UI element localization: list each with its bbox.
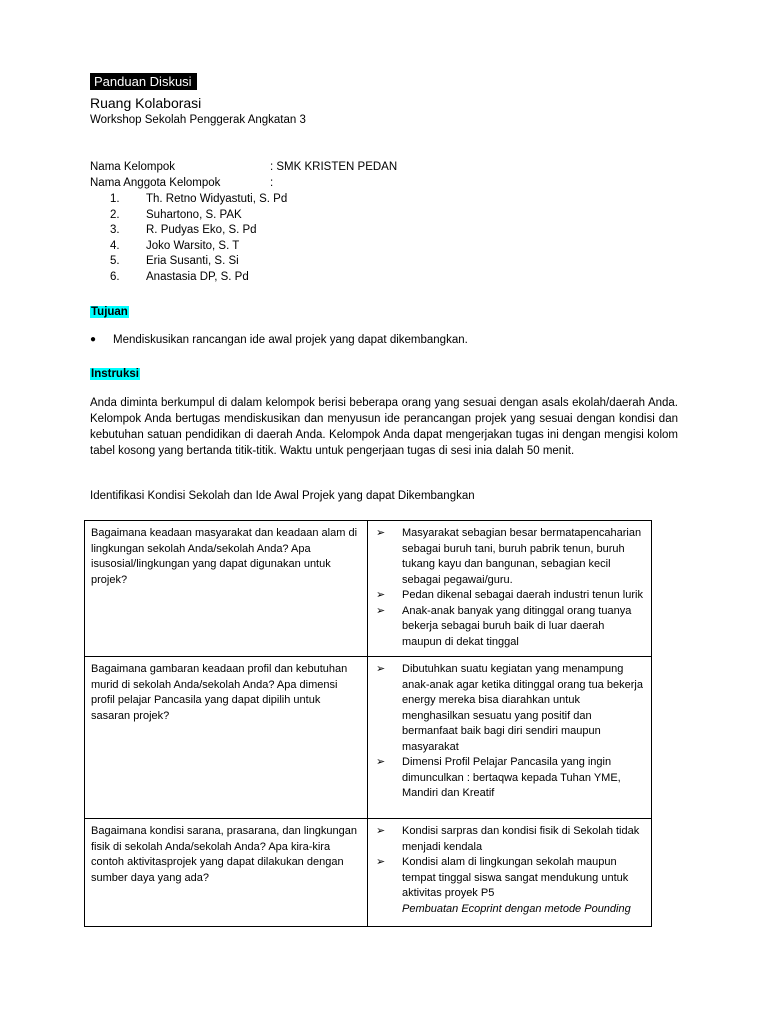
answer-list xyxy=(374,824,645,917)
member-number: 2. xyxy=(110,208,120,221)
answer-cell xyxy=(368,521,652,657)
answer-cell xyxy=(368,657,652,819)
member-item xyxy=(110,239,287,255)
arrow-bullet-icon: ➢ xyxy=(376,856,386,868)
answer-text: Masyarakat sebagian besar bermatapencaharian sebagai buruh tani, buruh pabrik tenun, buruh tukang kayu dan bangunan, sebagian kecil sebagai pegawai/guru. xyxy=(402,527,642,586)
answer-item xyxy=(374,755,645,802)
table-row xyxy=(85,521,652,657)
answer-item xyxy=(374,526,645,588)
arrow-bullet-icon: ➢ xyxy=(376,663,386,675)
answer-text: Dibutuhkan suatu kegiatan yang menampung anak-anak agar ketika ditinggal orang tua bekerja energy mereka bisa diarahkan untuk menghasilkan sesuatu yang positif dan bermanfaat baik bagi diri sendiri maupun masyarakat xyxy=(402,663,643,753)
answer-text: Kondisi sarpras dan kondisi fisik di Sekolah tidak menjadi kendala xyxy=(402,825,640,853)
answer-item xyxy=(374,662,645,755)
arrow-bullet-icon: ➢ xyxy=(376,604,386,617)
answer-item xyxy=(374,824,645,855)
answer-text: Kondisi alam di lingkungan sekolah maupun tempat tinggal siswa sangat mendukung untuk aktivitas proyek P5 xyxy=(402,856,629,899)
instruksi-heading-wrap xyxy=(90,364,140,382)
question-cell: Bagaimana kondisi sarana, prasarana, dan lingkungan fisik di sekolah Anda/sekolah Anda? Apa kira-kira contoh aktivitasprojek yang dapat dilakukan dengan sumber daya yang ada? xyxy=(85,819,368,927)
arrow-bullet-icon: ➢ xyxy=(376,825,386,837)
answer-list xyxy=(374,662,645,802)
group-name-label: Nama Kelompok xyxy=(90,161,176,173)
answer-item xyxy=(374,604,645,651)
question-cell: Bagaimana keadaan masyarakat dan keadaan alam di lingkungan sekolah Anda/sekolah Anda? Apa isusosial/lingkungan yang dapat digunakan untuk projek? xyxy=(85,521,368,657)
group-name-row xyxy=(90,160,420,174)
member-item xyxy=(110,270,287,286)
member-number: 5. xyxy=(110,255,120,268)
table-row xyxy=(85,819,652,927)
instruksi-heading: Instruksi xyxy=(91,368,139,380)
answer-text: Pedan dikenal sebagai daerah industri tenun lurik xyxy=(402,589,643,601)
identification-table xyxy=(84,520,652,927)
workshop-title: Workshop Sekolah Penggerak Angkatan 3 xyxy=(90,114,306,126)
answer-text-block xyxy=(402,855,645,917)
member-name: Suhartono, S. PAK xyxy=(146,208,242,221)
member-number: 3. xyxy=(110,224,120,237)
answer-cell xyxy=(368,819,652,927)
group-name-value: : SMK KRISTEN PEDAN xyxy=(270,161,398,173)
answer-list xyxy=(374,526,645,650)
member-name: Joko Warsito, S. T xyxy=(146,239,240,252)
member-number: 6. xyxy=(110,270,120,283)
tujuan-heading: Tujuan xyxy=(91,306,128,318)
tujuan-bullet-item xyxy=(90,333,468,347)
arrow-bullet-icon: ➢ xyxy=(376,756,386,768)
arrow-bullet-icon: ➢ xyxy=(376,527,386,539)
instruksi-paragraph: Anda diminta berkumpul di dalam kelompok berisi beberapa orang yang sesuai dengan asals ekolah/daerah Anda. Kelompok Anda bertugas mendiskusikan dan menyusun ide perancangan projek yang sesuai dengan kondisi dan kebutuhan satuan pendidikan di daerah Anda. Kelompok Anda dapat mengerjakan tugas ini dengan mengisi kolom tabel kosong yang bertanda titik-titik. Waktu untuk pengerjaan tugas di sesi inia dalah 50 menit. xyxy=(90,397,678,457)
answer-item xyxy=(374,588,645,604)
answer-italic-note: Pembuatan Ecoprint dengan metode Pounding xyxy=(402,902,631,915)
member-item xyxy=(110,192,287,208)
section-title: Identifikasi Kondisi Sekolah dan Ide Awal Projek yang dapat Dikembangkan xyxy=(90,490,475,502)
document-title: Panduan Diskusi xyxy=(90,73,197,90)
answer-item xyxy=(374,855,645,917)
member-name: Th. Retno Widyastuti, S. Pd xyxy=(146,193,288,205)
group-members-label: Nama Anggota Kelompok xyxy=(90,177,221,189)
member-number: 4. xyxy=(110,239,120,252)
members-list xyxy=(110,192,287,286)
member-item xyxy=(110,223,287,239)
arrow-bullet-icon: ➢ xyxy=(376,589,386,601)
tujuan-text: Mendiskusikan rancangan ide awal projek yang dapat dikembangkan. xyxy=(113,334,468,346)
member-item xyxy=(110,254,287,270)
member-number: 1. xyxy=(110,193,120,205)
answer-text: Anak-anak banyak yang ditinggal orang tuanya bekerja sebagai buruh baik di luar daerah maupun di dekat tinggal xyxy=(402,604,632,648)
member-name: R. Pudyas Eko, S. Pd xyxy=(146,224,257,237)
table-row xyxy=(85,657,652,819)
document-subtitle: Ruang Kolaborasi xyxy=(90,95,202,111)
member-item xyxy=(110,208,287,224)
answer-text: Dimensi Profil Pelajar Pancasila yang ingin dimunculkan : bertaqwa kepada Tuhan YME, Mandiri dan Kreatif xyxy=(402,756,621,799)
group-members-value: : xyxy=(270,177,274,189)
tujuan-heading-wrap xyxy=(90,302,129,320)
member-name: Anastasia DP, S. Pd xyxy=(146,270,249,283)
member-name: Eria Susanti, S. Si xyxy=(146,255,239,268)
question-cell: Bagaimana gambaran keadaan profil dan kebutuhan murid di sekolah Anda/sekolah Anda? Apa dimensi profil pelajar Pancasila yang dapat dipilih untuk sasaran projek? xyxy=(85,657,368,819)
bullet-icon: ● xyxy=(90,334,97,345)
group-members-row xyxy=(90,176,420,190)
